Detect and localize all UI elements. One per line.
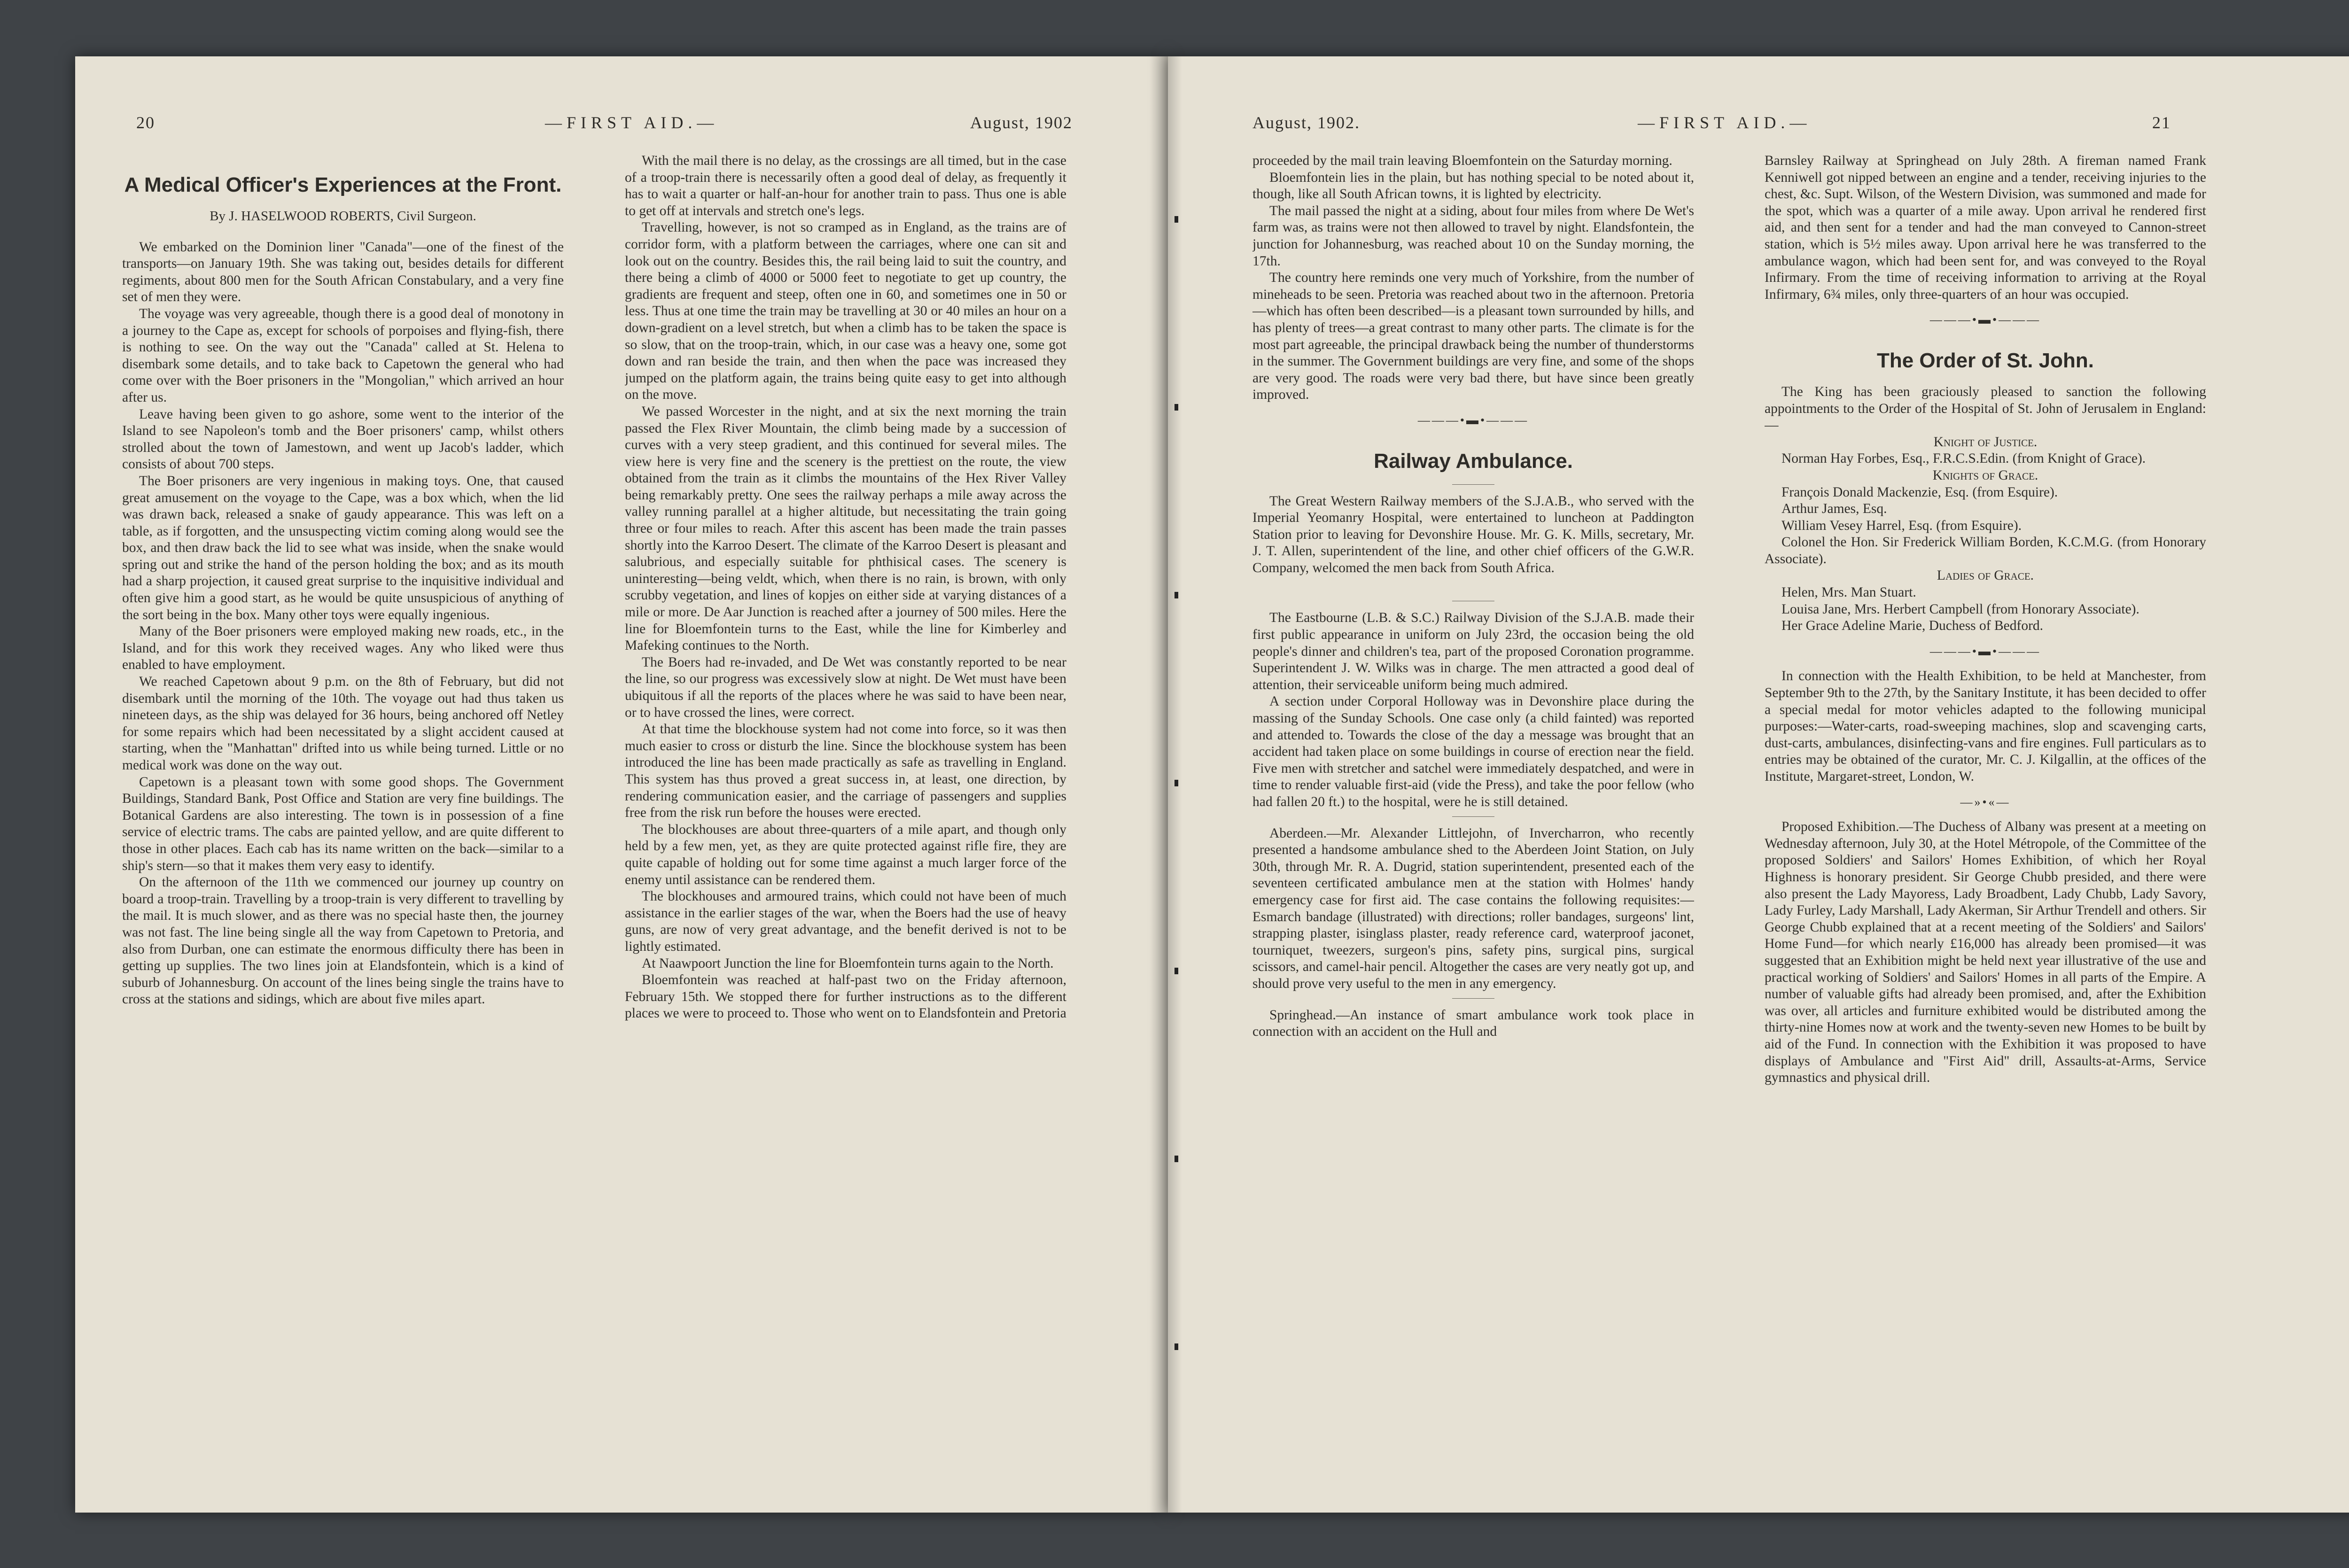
paragraph: The country here reminds one very much of Yorkshire, from the number of mineheads to be seen. Pretoria was reached about two in the afternoon. Pretoria—which has often been described—is a pleasant town surrounded by hills, and has plenty of trees—a great contrast to many other parts. The climate is for the most part agreeable, the principal drawback being the number of thunderstorms in the summer. The Government buildings are very fine, and some of the shops are very good. The roads were very bad there, but have since been greatly improved. — [1252, 270, 1694, 403]
paragraph: The blockhouses are about three-quarters of a mile apart, and though only held by a few men, yet, as they are quite protected against rifle fire, they are quite capable of holding out for some time against a much larger force of the enemy until assistance can be rendered them. — [625, 822, 1066, 887]
paragraph: Bloemfontein was reached at half-past two on the Friday afternoon, February 15th. We stopped there for further instructions as to the different places we were to proceed to. Those who went on to Elandsfontein and Pretoria — [625, 972, 1066, 1021]
page-number-right: 21 — [2152, 113, 2171, 132]
paragraph: Aberdeen.—Mr. Alexander Littlejohn, of Invercharron, who recently presented a handsome ambulance shed to the Aberdeen Joint Station, on July 30th, through Mr. R. A. Dugrid, station superintendent, presented each of the seventeen certificated ambulance men at the station with Holmes' handy emergency case for first aid. The case contains the following requisites:—Esmarch bandage (illustrated) with directions; roller bandages, surgeons' lint, strapping plaster, isinglass plaster, ready reference card, waterproof jaconet, tourniquet, tweezers, surgeon's pins, safety pins, surgical pins, surgical scissors, and camel-hair pencil. Altogether the cases are very neatly got up, and should prove very useful to the men in any emergency. — [1252, 825, 1694, 991]
article-byline: By J. HASELWOOD ROBERTS, Civil Surgeon. — [210, 209, 476, 224]
list-item: François Donald Mackenzie, Esq. (from Esquire). — [1781, 484, 2058, 500]
stitch-mark — [1174, 968, 1178, 974]
article-title: A Medical Officer's Experiences at the Front. — [124, 173, 562, 196]
stitch-mark — [1174, 780, 1178, 786]
left-column-1 — [122, 153, 564, 1496]
title-rule — [1452, 484, 1494, 485]
list-item: Helen, Mrs. Man Stuart. — [1781, 585, 1916, 600]
paragraph: The Boer prisoners are very ingenious in making toys. One, that caused great amusement on the voyage to the Cape, was a box which, when the lid was drawn back, released a snake of gaudy appearance. This was left on a table, as if forgotten, and the unsuspecting victim coming along would see the box, and then draw back the lid to see what was inside, when the snake would spring out and strike the hand of the person holding the box; and as its mouth had a sharp projection, it caused great surprise to the inquisitive individual and often give him a good start, as he would be quite unsuspicious of anything of the sort being in the box. Many other toys were equally ingenious. — [122, 473, 564, 622]
paragraph: Bloemfontein lies in the plain, but has nothing special to be noted about it, though, like all South African towns, it is lighted by electricity. — [1252, 170, 1694, 202]
page-date-left: August, 1902 — [970, 113, 1073, 132]
list-item: Arthur James, Esq. — [1781, 501, 1887, 517]
stitch-mark — [1174, 1343, 1178, 1350]
list-item: Colonel the Hon. Sir Frederick William Borden, K.C.M.G. (from Honorary Associate). — [1765, 535, 2206, 567]
section-rule — [1452, 816, 1494, 817]
subheading: Knights of Grace. — [1932, 467, 2038, 483]
paragraph: Travelling, however, is not so cramped as in England, as the trains are of corridor form, with a platform between the carriages, where one can sit and look out on the country. Besides this, the rail being laid to suit the country, and there being a climb of 4000 or 5000 feet to negotiate to get up country, the gradients are frequent and steep, often one in 60, and sometimes one in 50 or less. Thus at one time the train may be travelling at 30 or 40 miles an hour on a down-gradient on a level stretch, but when a climb has to be taken the space is so slow, that on the troop-train, which, in our case was a heavy one, some got down and ran beside the train, and then when the pace was increased they jumped on the platform again, the trains being quite easy to get into although on the move. — [625, 220, 1066, 403]
paragraph: Capetown is a pleasant town with some good shops. The Government Buildings, Standard Bank, Post Office and Station are very fine buildings. The Botanical Gardens are also interesting. The town is in possession of a fine service of electric trams. The cabs are painted yellow, and are quite different to those in other places. Each cab has its name written on the back—similar to a ship's stern—so that it makes them very easy to identify. — [122, 774, 564, 873]
left-page — [75, 56, 1168, 1513]
section-ornament: ———•▬•——— — [1417, 413, 1529, 427]
paragraph: We passed Worcester in the night, and at six the next morning the train passed the Flex River Mountain, the climb being made by a succession of curves with a very steep gradient, and this continued for several miles. The view here is very fine and the scenery is the prettiest on the route, the view obtained from the train as it climbs the mountains of the Hex River Valley being remarkably pretty. One sees the railway perhaps a mile away across the valley running parallel at a higher altitude, but necessitating the train going three or four miles to reach. After this ascent has been made the train passes shortly into the Karroo Desert. The climate of the Karroo Desert is pleasant and salubrious, and especially suitable for phthisical cases. The scenery is uninteresting—being veldt, which, when there is no rain, is brown, with only scrubby vegetation, and lines of kopjes on either side at varying distances of a mile or more. De Aar Junction is reached after a journey of 500 miles. Here the line for Bloemfontein turns to the East, while the line for Kimberley and Mafeking continues to the North. — [625, 404, 1066, 653]
list-item: Louisa Jane, Mrs. Herbert Campbell (from Honorary Associate). — [1781, 601, 2139, 617]
paragraph: The King has been graciously pleased to sanction the following appointments to the Order of the Hospital of St. John of Jerusalem in England:— — [1765, 384, 2206, 433]
left-column-2 — [625, 153, 1066, 1496]
paragraph: Proposed Exhibition.—The Duchess of Albany was present at a meeting on Wednesday afternoon, July 30, at the Hotel Métropole, of the Committee of the proposed Soldiers' and Sailors' Homes Exhibition, of which her Royal Highness is honorary president. Sir George Chubb presided, and there were also present the Lady Mayoress, Lady Broadbent, Lady Chubb, Lady Savory, Lady Furley, Lady Marshall, Lady Akerman, Sir Arthur Trendell and others. Sir George Chubb explained that at a recent meeting of the Soldiers' and Sailors' Home Fund—for which nearly £16,000 has already been promised—it was suggested that an Exhibition might be held next year illustrative of the use and practical working of Soldiers' and Sailors' Homes in all parts of the Empire. A number of valuable gifts had already been promised, and, after the Exhibition was over, all articles and furniture exhibited would be distributed among the thirty-nine Homes now at work and the twenty-seven new Homes to be built by aid of the Fund. In connection with the Exhibition it was proposed to have displays of Ambulance and "First Aid" drill, Assaults-at-Arms, Service gymnastics and physical drill. — [1765, 819, 2206, 1086]
right-page — [1168, 56, 2349, 1513]
paragraph: The Great Western Railway members of the S.J.A.B., who served with the Imperial Yeomanry Hospital, were entertained to luncheon at Paddington Station prior to leaving for Devonshire House. Mr. G. K. Mills, secretary, Mr. J. T. Allen, superintendent of the line, and other chief officers of the G.W.R. Company, welcomed the men back from South Africa. — [1252, 493, 1694, 575]
paragraph: The blockhouses and armoured trains, which could not have been of much assistance in the earlier stages of the war, when the Boers had the use of heavy guns, are now of very great advantage, and the benefit derived is not to be lightly estimated. — [625, 889, 1066, 954]
section-ornament: ———•▬•——— — [1929, 313, 2041, 327]
section-rule — [1452, 998, 1494, 999]
paragraph: The Boers had re-invaded, and De Wet was constantly reported to be near the line, so our progress was excessively slow at night. De Wet must have been ubiquitous if all the reports of the places where he was said to have been near, or to have crossed the lines, were correct. — [625, 654, 1066, 720]
section-ornament: ———•▬•——— — [1929, 644, 2041, 658]
paragraph: At Naawpoort Junction the line for Bloemfontein turns again to the North. — [642, 955, 1054, 971]
list-item: William Vesey Harrel, Esq. (from Esquire). — [1781, 518, 2022, 533]
running-head-right: —FIRST AID.— — [1638, 113, 1812, 132]
list-item: Norman Hay Forbes, Esq., F.R.C.S.Edin. (from Knight of Grace). — [1781, 451, 2146, 466]
page-number-left: 20 — [136, 113, 155, 132]
paragraph: On the afternoon of the 11th we commenced our journey up country on board a troop-train. Travelling by a troop-train is very different to travelling by the mail. It is much slower, and as there was no special haste then, the journey was not fast. The line being single all the way from Capetown to Pretoria, and also from Durban, one can estimate the enormous difficulty there has been in getting up supplies. The two lines join at Elandsfontein, which is a kind of suburb of Johannesburg. On account of the lines being single the trains have to cross at the stations and sidings, which are about five miles apart. — [122, 875, 564, 1007]
paragraph: proceeded by the mail train leaving Bloemfontein on the Saturday morning. — [1252, 153, 1672, 168]
paragraph: In connection with the Health Exhibition, to be held at Manchester, from September 9th to the 27th, by the Sanitary Institute, it has been decided to offer a special medal for motor vehicles adapted to the following municipal purposes:—Water-carts, road-sweeping machines, slop and scavenging carts, dust-carts, ambulances, disinfecting-vans and fire engines. Full particulars as to entries may be obtained of the curator, Mr. C. J. Kilgallin, at the offices of the Institute, Margaret-street, London, W. — [1765, 668, 2206, 784]
subheading: Ladies of Grace. — [1937, 568, 2034, 583]
subheading: Knight of Justice. — [1933, 434, 2038, 450]
paragraph: Leave having been given to go ashore, some went to the interior of the Island to see Napoleon's tomb and the Boer prisoners' camp, whilst others strolled about the town of Jamestown, and went up Jacob's ladder, which consists of about 700 steps. — [122, 406, 564, 472]
paragraph: The voyage was very agreeable, though there is a good deal of monotony in a journey to the Cape as, except for schools of porpoises and flying-fish, there is nothing to see. On the way out the "Canada" called at St. Helena to disembark some details, and to take back to Capetown the general who had come over with the Boer prisoners in the "Mongolian," which arrived an hour after us. — [122, 306, 564, 405]
paragraph: Springhead.—An instance of smart ambulance work took place in connection with an accident on the Hull and — [1252, 1007, 1694, 1040]
paragraph: We embarked on the Dominion liner "Canada"—one of the finest of the transports—on January 19th. She was taking out, besides details for different regiments, about 800 men for the South African Constabulary, and a very fine set of men they were. — [122, 239, 564, 305]
paragraph: We reached Capetown about 9 p.m. on the 8th of February, but did not disembark until the morning of the 10th. The voyage out had thus taken us nineteen days, as the ship was delayed for 36 hours, being anchored off Netley for some repairs which had been necessitated by a slight accident caused at starting, when the "Manhattan" drifted into us while being turned. Little or no medical work was done on the way out. — [122, 674, 564, 773]
right-column-1 — [1252, 153, 1694, 1496]
page-date-right: August, 1902. — [1252, 113, 1361, 132]
stitch-mark — [1174, 1156, 1178, 1162]
list-item: Her Grace Adeline Marie, Duchess of Bedford. — [1781, 618, 2044, 634]
paragraph: At that time the blockhouse system had not come into force, so it was then much easier to cross or disturb the line. Since the blockhouse system has been introduced the line has been made practically as safe as travelling in England. This system has thus proved a great success in, at least, one direction, by rendering communication easier, and the carriage of passengers and supplies free from the risk run before the houses were erected. — [625, 722, 1066, 821]
section-ornament: —»•«— — [1960, 795, 2011, 809]
paragraph: A section under Corporal Holloway was in Devonshire place during the massing of the Sunday Schools. One case only (a child fainted) was reported and attended to. Towards the close of the day a message was brought that an accident had taken place on some buildings in course of erection near the field. Five men with stretcher and satchel were immediately despatched, and were in time to render valuable first-aid (vide the Press), and take the poor fellow (who had fallen 20 ft.) to the hospital, were he is still detained. — [1252, 694, 1694, 809]
stitch-mark — [1174, 592, 1178, 598]
right-column-2 — [1765, 153, 2206, 1496]
stitch-mark — [1174, 404, 1178, 411]
stitch-mark — [1174, 216, 1178, 223]
paragraph: Many of the Boer prisoners were employed making new roads, etc., in the Island, and for this work they received wages. Any who liked were thus enabled to have employment. — [122, 624, 564, 673]
paragraph: The mail passed the night at a siding, about four miles from where De Wet's farm was, as trains were not then allowed to travel by night. Elandsfontein, the junction for Johannesburg, was reached about 10 on the Sunday morning, the 17th. — [1252, 203, 1694, 269]
running-head-left: —FIRST AID.— — [545, 113, 719, 132]
railway-title: Railway Ambulance. — [1374, 449, 1573, 473]
paragraph: The Eastbourne (L.B. & S.C.) Railway Division of the S.J.A.B. made their first public appearance in uniform on July 23rd, the occasion being the old people's dinner and children's tea, part of the proposed Coronation programme. Superintendent J. W. Wilks was in charge. The men attracted a good deal of attention, their serviceable uniform being much admired. — [1252, 610, 1694, 692]
paragraph: With the mail there is no delay, as the crossings are all timed, but in the case of a troop-train there is necessarily often a good deal of delay, as frequently it has to wait a quarter or half-an-hour for another train to pass. Thus one is able to get off at intervals and stretch one's legs. — [625, 153, 1066, 218]
paragraph: Barnsley Railway at Springhead on July 28th. A fireman named Frank Kenniwell got nipped between an engine and a tender, receiving injuries to the chest, &c. Supt. Wilson, of the Western Division, was summoned and made for the spot, which was a quarter of a mile away. Upon arrival he rendered first aid, and then sent for a tender and had the man conveyed to Cannon-street station, which is 5½ miles away. Upon arrival here he was transferred to the ambulance wagon, which had been sent for, and was conveyed to the Royal Infirmary. From the time of receiving information to arriving at the Royal Infirmary, 6¾ miles, only three-quarters of an hour was occupied. — [1765, 153, 2206, 302]
order-title: The Order of St. John. — [1876, 349, 2094, 372]
